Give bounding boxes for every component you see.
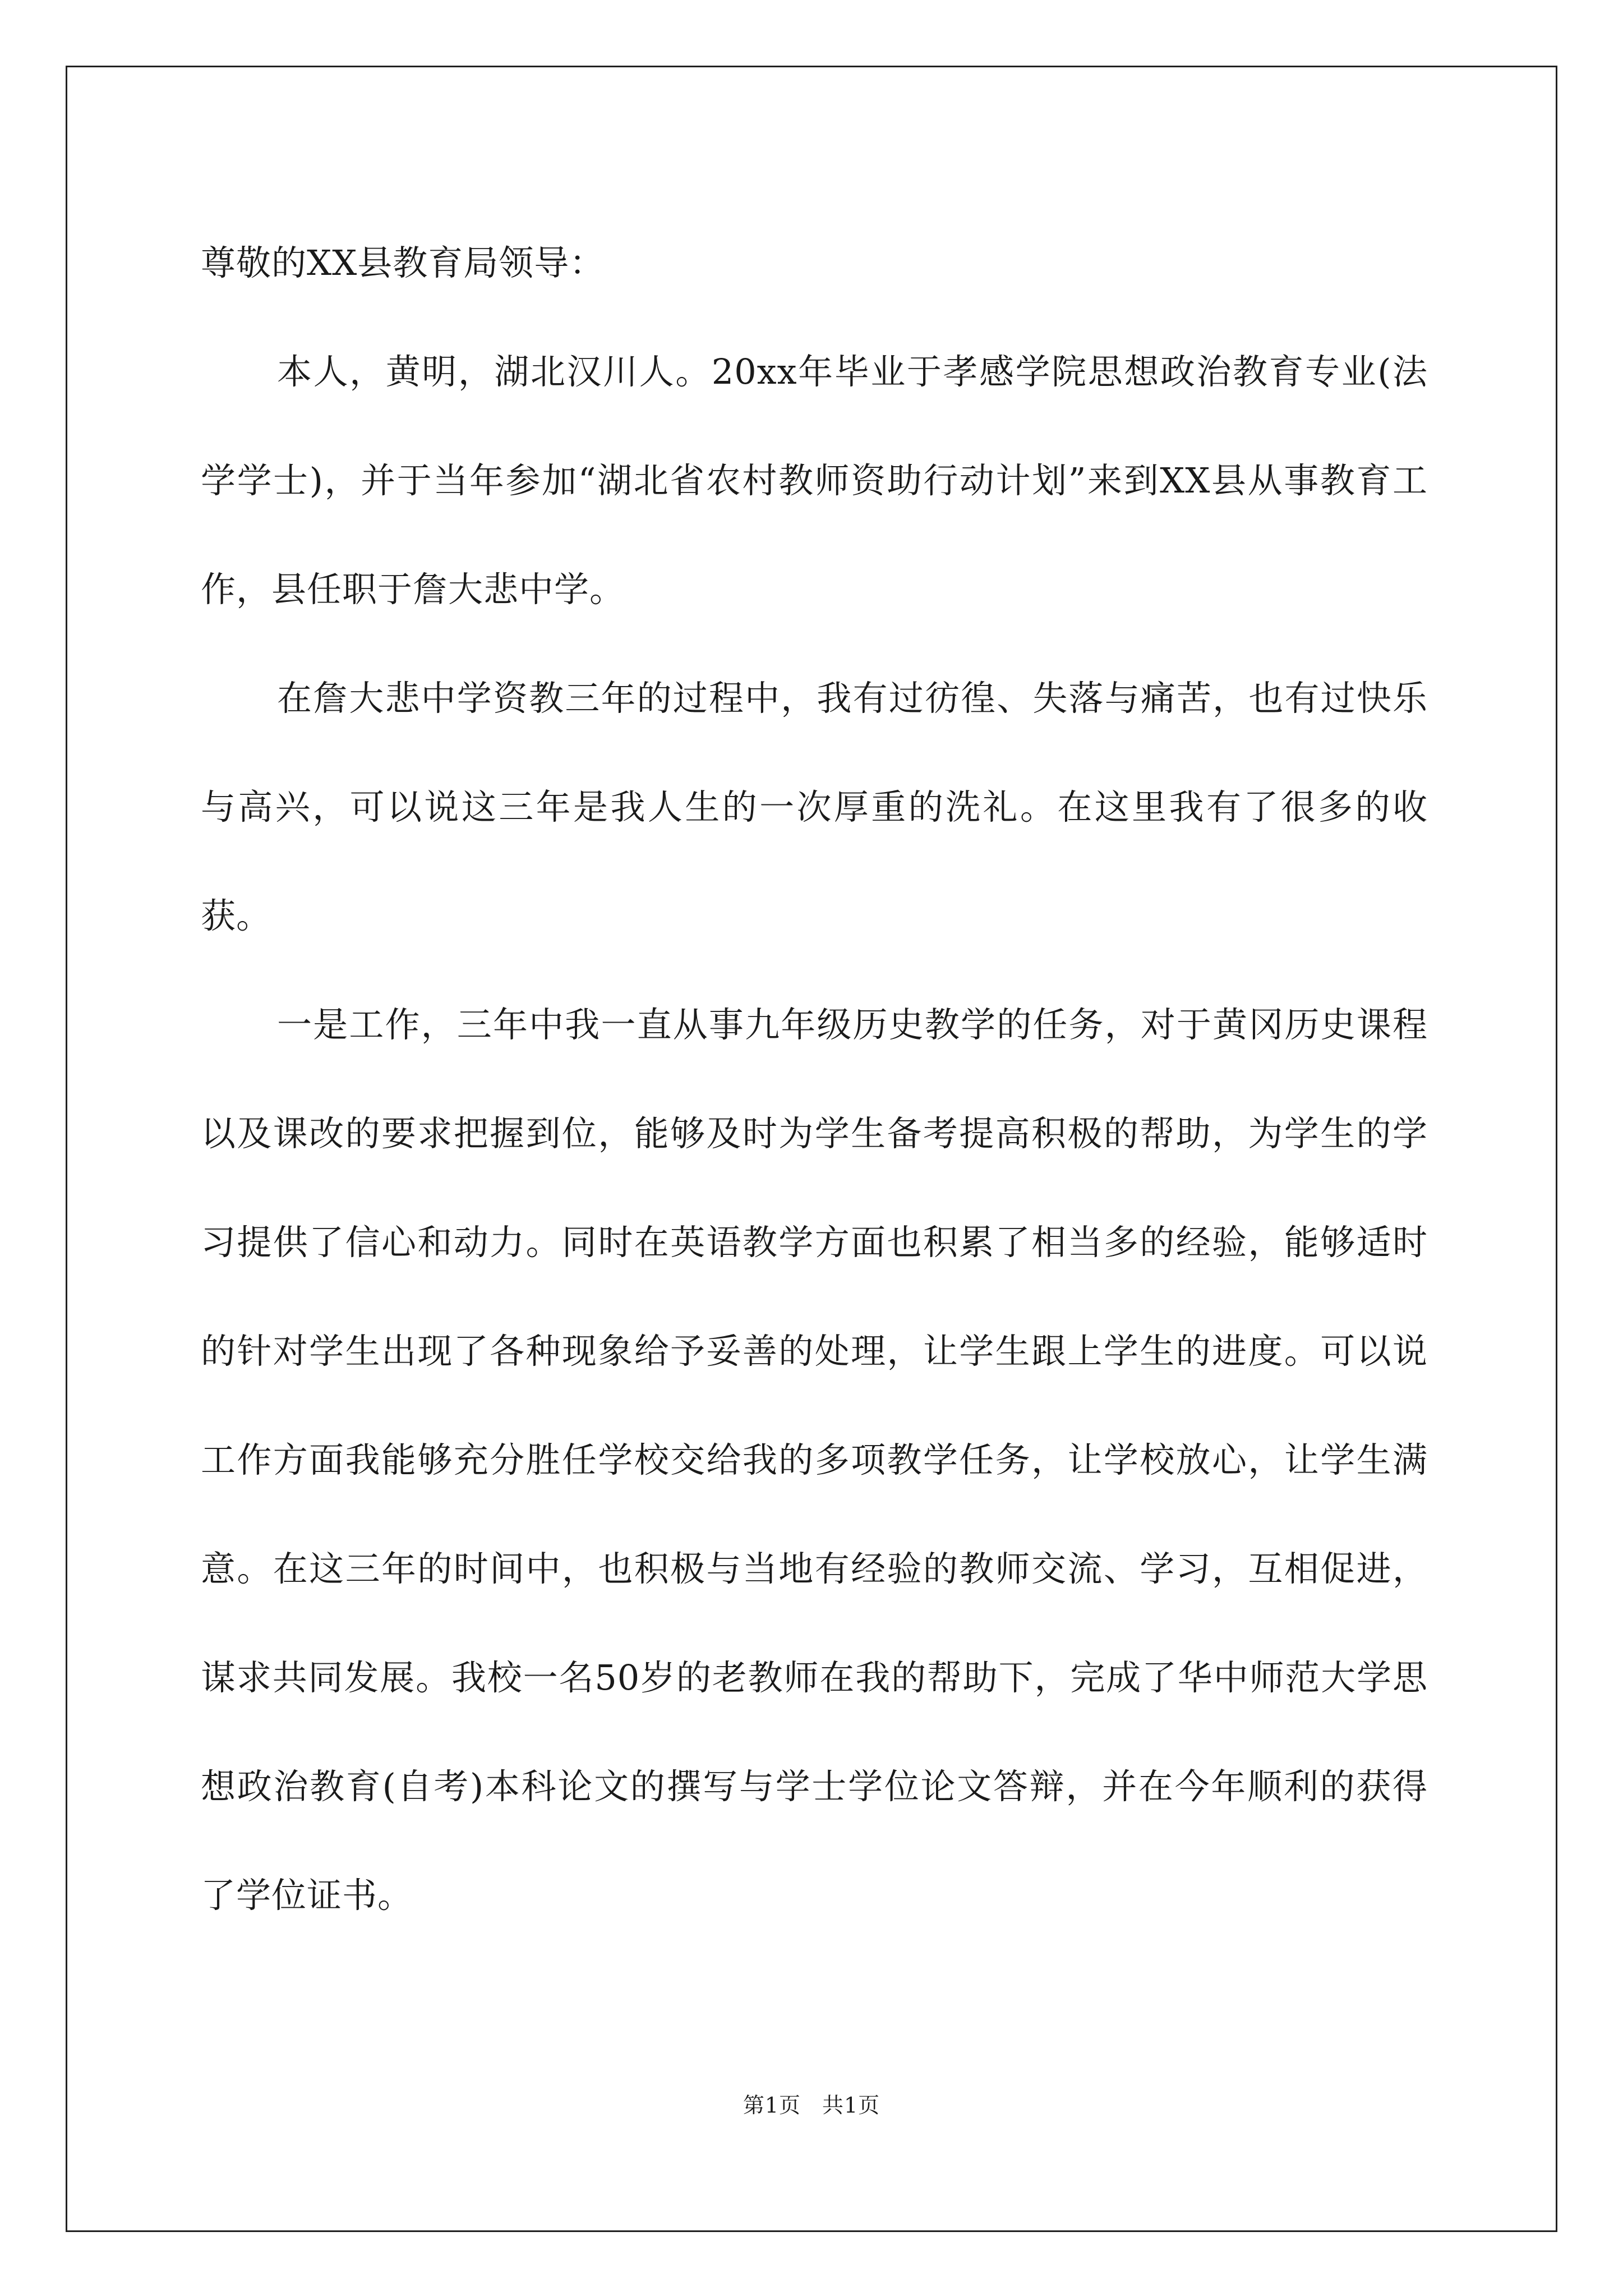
salutation: 尊敬的XX县教育局领导：: [201, 242, 605, 283]
page-number-current: 第1页: [743, 2093, 801, 2118]
page-footer: [0, 2091, 1623, 2119]
document-body: [201, 209, 1428, 1950]
page-number-total: 共1页: [822, 2093, 880, 2118]
paragraph-work: 一是工作，三年中我一直从事九年级历史教学的任务，对于黄冈历史课程以及课改的要求把握到位，能够及时为学生备考提高积极的帮助，为学生的学习提供了信心和动力。同时在英语教学方面也积累了相当多的经验，能够适时的针对学生出现了各种现象给予妥善的处理，让学生跟上学生的进度。可以说工作方面我能够充分胜任学校交给我的多项教学任务，让学校放心，让学生满意。在这三年的时间中，也积极与当地有经验的教师交流、学习，互相促进，谋求共同发展。我校一名50岁的老教师在我的帮助下，完成了华中师范大学思想政治教育(自考)本科论文的撰写与学士学位论文答辩，并在今年顺利的获得了学位证书。: [201, 1004, 1428, 1916]
paragraph-intro: 本人，黄明，湖北汉川人。20xx年毕业于孝感学院思想政治教育专业(法学学士)，并于当年参加“湖北省农村教师资助行动计划”来到XX县从事教育工作，县任职于詹大悲中学。: [201, 351, 1428, 610]
paragraph-experience: 在詹大悲中学资教三年的过程中，我有过彷徨、失落与痛苦，也有过快乐与高兴，可以说这三年是我人生的一次厚重的洗礼。在这里我有了很多的收获。: [201, 678, 1428, 936]
